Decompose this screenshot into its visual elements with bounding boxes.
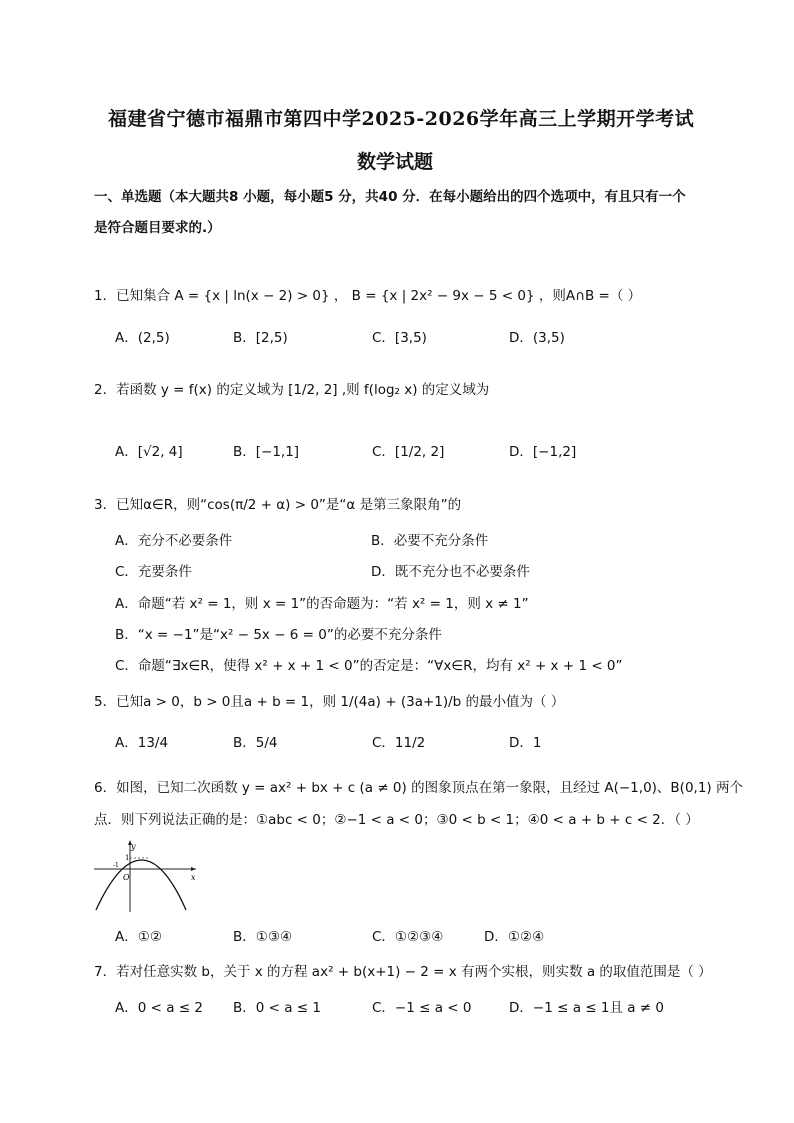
question-7-stem: 7．若对任意实数 b，关于 x 的方程 ax² + b(x+1) − 2 = x 有两个实根，则实数 a 的取值范围是（ ）	[94, 964, 712, 980]
exam-title: 福建省宁德市福鼎市第四中学2025-2026学年高三上学期开学考试	[108, 108, 695, 130]
y-axis-label: y	[131, 842, 136, 851]
question-6-stem-line2: 点．则下列说法正确的是：①abc < 0；②−1 < a < 0；③0 < b < 1；④0 < a + b + c < 2．（ ）	[94, 812, 699, 828]
question-5-stem: 5．已知a > 0，b > 0且a + b = 1，则 1/(4a) + (3a+1)/b 的最小值为（ ）	[94, 694, 565, 710]
question-6-option-b: B．①③④	[233, 929, 293, 945]
question-4-option-c: C．命题“∃x∈R，使得 x² + x + 1 < 0”的否定是：“∀x∈R，均有 x² + x + 1 < 0”	[115, 658, 623, 674]
section-heading-line2: 是符合题目要求的.）	[94, 220, 221, 236]
question-3-option-b: B．必要不充分条件	[371, 533, 489, 549]
x-tick-label-neg-one: -1	[113, 862, 119, 869]
exam-subtitle: 数学试题	[357, 151, 434, 173]
question-7-option-a: A．0 < a ≤ 2	[115, 1000, 203, 1016]
question-6-option-d: D．①②④	[484, 929, 545, 945]
question-5-option-d: D．1	[509, 735, 542, 751]
parabola-curve	[96, 860, 186, 910]
question-1-option-c: C．[3,5)	[372, 330, 427, 346]
y-tick-label-one: 1	[125, 854, 130, 862]
origin-label: O	[123, 873, 130, 882]
question-3-option-a: A．充分不必要条件	[115, 533, 233, 549]
question-6-stem-line1: 6．如图，已知二次函数 y = ax² + bx + c (a ≠ 0) 的图象顶点在第一象限，且经过 A(−1,0)、B(0,1) 两个	[94, 780, 743, 796]
question-5-option-b: B．5/4	[233, 735, 278, 751]
parabola-graph	[92, 838, 202, 914]
question-1-option-b: B．[2,5)	[233, 330, 288, 346]
question-2-option-c: C．[1/2, 2]	[372, 444, 445, 460]
x-axis-arrow	[191, 867, 196, 871]
question-5-option-a: A．13/4	[115, 735, 169, 751]
question-1-option-a: A．(2,5)	[115, 330, 170, 346]
question-7-option-c: C．−1 ≤ a < 0	[372, 1000, 472, 1016]
question-7-option-b: B．0 < a ≤ 1	[233, 1000, 322, 1016]
question-5-option-c: C．11/2	[372, 735, 426, 751]
question-1-option-d: D．(3,5)	[509, 330, 565, 346]
question-2-stem: 2．若函数 y = f(x) 的定义域为 [1/2, 2] ,则 f(log₂ x) 的定义域为	[94, 382, 490, 398]
question-2-option-a: A．[√2, 4]	[115, 444, 183, 460]
question-3-stem: 3．已知α∈R，则“cos(π/2 + α) > 0”是“α 是第三象限角”的	[94, 497, 462, 513]
question-2-option-d: D．[−1,2]	[509, 444, 577, 460]
question-6-option-c: C．①②③④	[372, 929, 444, 945]
question-2-option-b: B．[−1,1]	[233, 444, 300, 460]
question-6-option-a: A．①②	[115, 929, 162, 945]
question-4-option-a: A．命题“若 x² = 1，则 x = 1”的否命题为：“若 x² = 1，则 x ≠ 1”	[115, 596, 529, 612]
x-axis-label: x	[191, 873, 196, 882]
question-1-stem: 1．已知集合 A = {x | ln(x − 2) > 0} ， B = {x | 2x² − 9x − 5 < 0} ，则A∩B =（ ）	[94, 288, 642, 304]
question-3-option-d: D．既不充分也不必要条件	[371, 564, 530, 580]
section-heading-line1: 一、单选题（本大题共8 小题，每小题5 分，共40 分．在每小题给出的四个选项中，有且只有一个	[94, 189, 686, 205]
question-3-option-c: C．充要条件	[115, 564, 192, 580]
question-4-option-b: B．“x = −1”是“x² − 5x − 6 = 0”的必要不充分条件	[115, 627, 442, 643]
question-7-option-d: D．−1 ≤ a ≤ 1且 a ≠ 0	[509, 1000, 664, 1016]
